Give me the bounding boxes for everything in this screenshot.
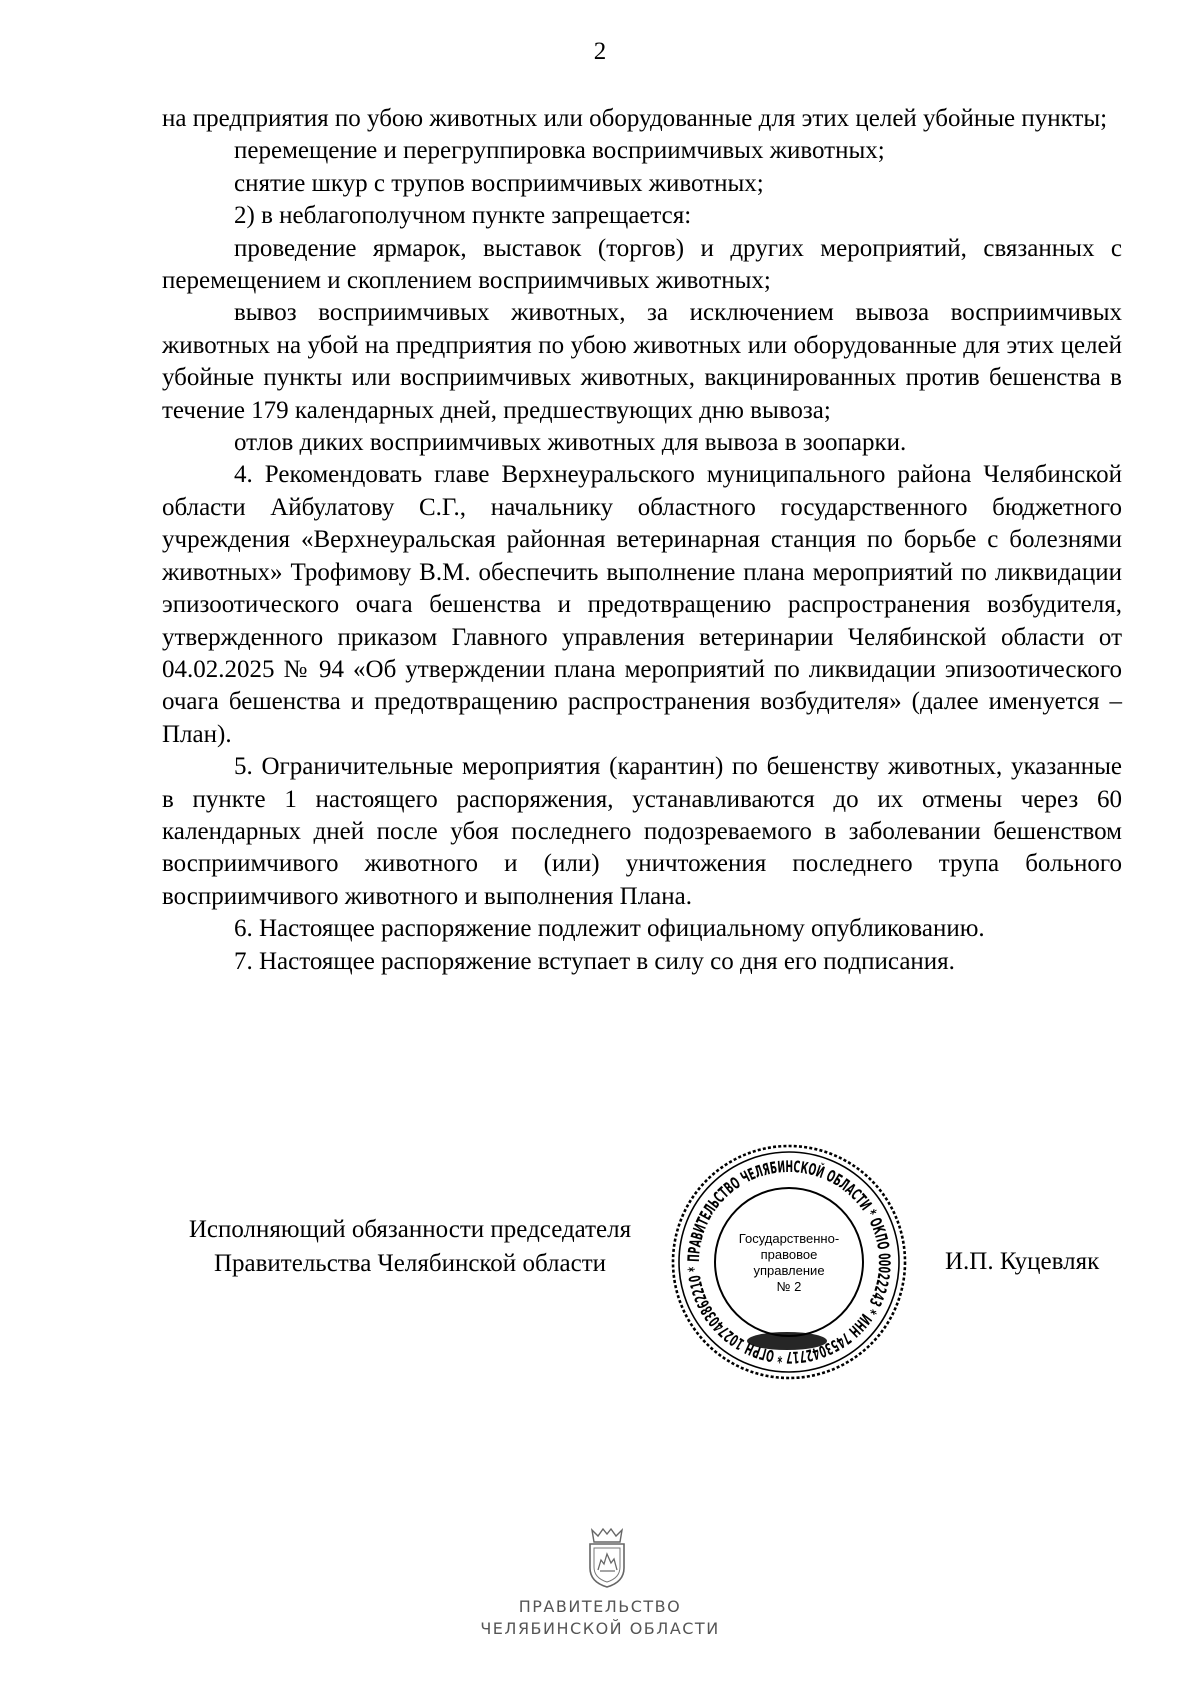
signer-title-line: Исполняющий обязанности председателя (188, 1216, 632, 1243)
paragraph: проведение ярмарок, выставок (торгов) и других мероприятий, связанных с перемещением и скоплением восприимчивых животных; (162, 234, 1122, 295)
paragraph: отлов диких восприимчивых животных для вывоза в зоопарки. (234, 429, 907, 457)
stamp-center-line: управление (753, 1263, 825, 1278)
stamp-center-line: Государственно- (738, 1231, 840, 1246)
paragraph: перемещение и перегруппировка восприимчивых животных; (234, 137, 885, 165)
official-seal (670, 1143, 908, 1381)
paragraph: на предприятия по убою животных или оборудованные для этих целей убойные пункты; (162, 105, 1108, 132)
document-body (162, 103, 1122, 978)
paragraph: вывоз восприимчивых животных, за исключением вывоза восприимчивых животных на убой на предприятия по убою животных или оборудованные для этих целей убойные пункты или восприимчивых животных, вакцинированных против бешенства в течение 179 календарных дней, предшествующих дню вывоза; (162, 299, 1122, 424)
paragraph-item-6: 6. Настоящее распоряжение подлежит официальному опубликованию. (234, 915, 985, 943)
stamp-center-line: № 2 (776, 1279, 802, 1294)
stamp-outer-text: ПРАВИТЕЛЬСТВО ЧЕЛЯБИНСКОЙ ОБЛАСТИ * ОКПО 00022243 * ИНН 7453042717 * ОГРН 1027403862210 * (683, 1156, 895, 1368)
page-number: 2 (593, 38, 607, 65)
paragraph-item-7: 7. Настоящее распоряжение вступает в силу со дня его подписания. (234, 947, 955, 975)
stamp-ink-smudge (747, 1332, 827, 1350)
footer-org-name: ПРАВИТЕЛЬСТВО (518, 1597, 682, 1616)
signer-title (150, 1213, 670, 1281)
signer-name: И.П. Куцевляк (945, 1248, 1100, 1275)
stamp-center-line: правовое (760, 1247, 818, 1262)
coat-of-arms-icon (584, 1524, 630, 1590)
paragraph-item-4: 4. Рекомендовать главе Верхнеуральского муниципального района Челябинской области Айбулатову С.Г., начальнику областного государственного бюджетного учреждения «Верхнеуральская районная ветеринарная станция по борьбе с болезнями животных» Трофимову В.М. обеспечить выполнение плана мероприятий по ликвидации эпизоотического очага бешенства и предотвращению распространения возбудителя, утвержденного приказом Главного управления ветеринарии Челябинской области от 04.02.2025 № 94 «Об утверждении плана мероприятий по ликвидации эпизоотического очага бешенства и предотвращению распространения возбудителя» (далее именуется – План). (162, 461, 1122, 748)
footer-org-region: ЧЕЛЯБИНСКОЙ ОБЛАСТИ (480, 1619, 720, 1638)
signer-title-line: Правительства Челябинской области (213, 1250, 607, 1277)
paragraph: снятие шкур с трупов восприимчивых животных; (234, 169, 764, 197)
paragraph: 2) в неблагополучном пункте запрещается: (234, 202, 692, 230)
paragraph-item-5: 5. Ограничительные мероприятия (карантин) по бешенству животных, указанные в пункте 1 настоящего распоряжения, устанавливаются до их отмены через 60 календарных дней после убоя последнего подозреваемого в заболевании бешенством восприимчивого животного и (или) уничтожения последнего трупа больного восприимчивого животного и выполнения Плана. (162, 753, 1122, 910)
